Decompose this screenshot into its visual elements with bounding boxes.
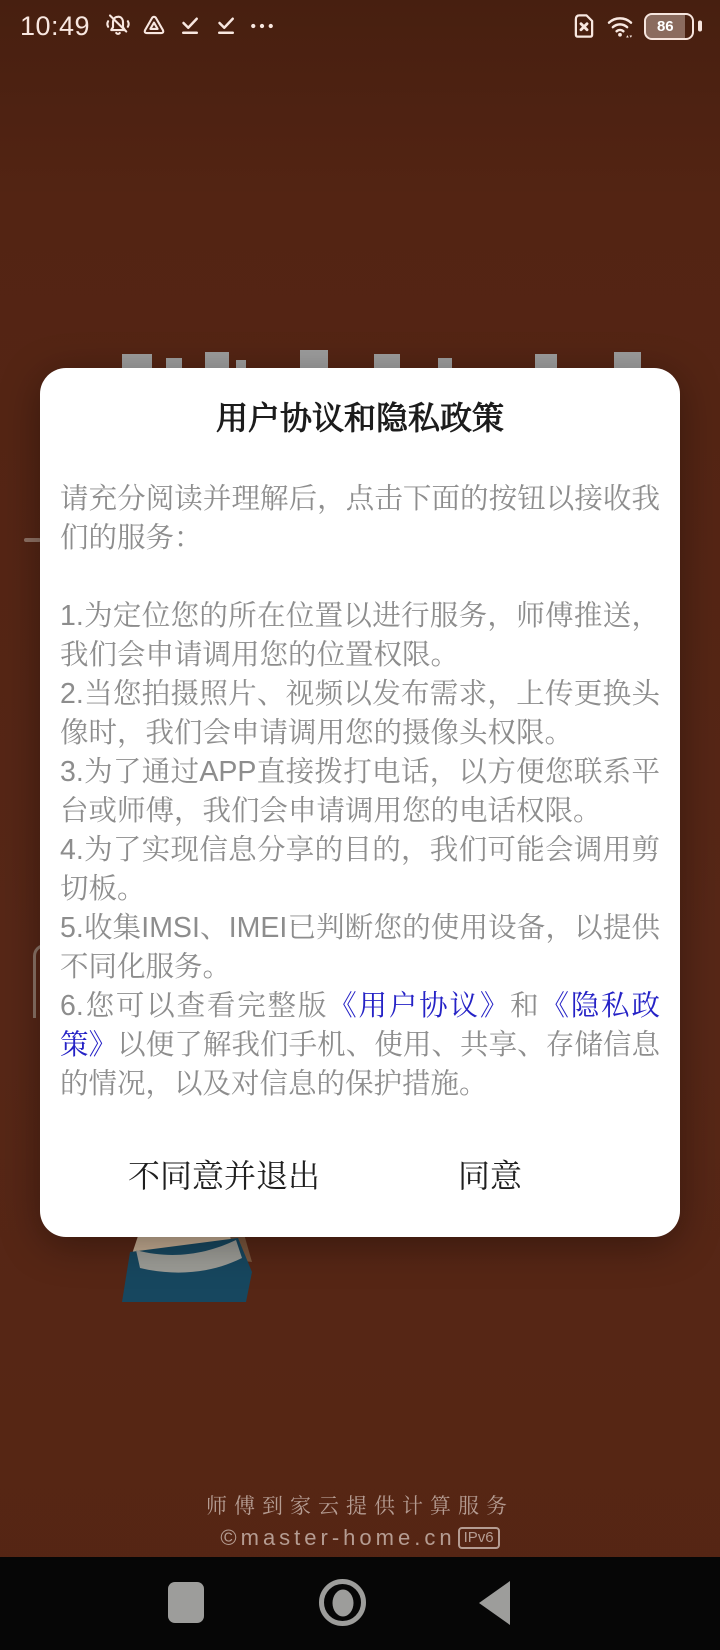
battery-percent-text: 86 [656, 17, 674, 35]
splash-dash-remnant [24, 538, 41, 542]
status-bar [0, 0, 720, 52]
dialog-title: 用户协议和隐私政策 [215, 400, 504, 436]
policy-item-5: 5.收集IMSI、IMEI已判断您的使用设备，以提供不同化服务。 [60, 912, 660, 983]
policy-item-6 [60, 987, 660, 1104]
splash-illustration [112, 1228, 297, 1312]
clock-text: 10:49 [20, 10, 91, 41]
policy-item-4: 4.为了实现信息分享的目的，我们可能会调用剪切板。 [60, 834, 660, 905]
cloud-provider-text: 师傅到家云提供计算服务 [206, 1495, 514, 1518]
download-done-icon [211, 11, 241, 41]
home-icon[interactable] [319, 1579, 366, 1626]
sim-missing-icon [569, 11, 599, 41]
copyright-text: ©master-home.cn [220, 1525, 456, 1550]
android-nav-bar [0, 1557, 720, 1650]
download-done-icon [175, 11, 205, 41]
triangle-badge-icon [139, 11, 169, 41]
ipv6-badge: IPv6 [458, 1527, 500, 1549]
battery-icon [638, 13, 694, 40]
mute-vibrate-icon [103, 11, 133, 41]
dialog-button-row [40, 1151, 680, 1197]
policy-item-1: 1.为定位您的所在位置以进行服务，师傅推送，我们会申请调用您的位置权限。 [60, 600, 660, 671]
back-icon[interactable] [479, 1581, 510, 1625]
agree-button[interactable]: 同意 [458, 1151, 522, 1197]
privacy-policy-dialog [40, 368, 680, 1237]
item6-suffix: 以便了解我们手机、使用、共享、存储信息的情况，以及对信息的保护措施。 [60, 1029, 660, 1100]
recents-icon[interactable] [168, 1582, 204, 1623]
user-agreement-link[interactable]: 《用户协议》 [328, 990, 511, 1022]
disagree-exit-button[interactable]: 不同意并退出 [128, 1151, 320, 1197]
item6-prefix: 6.您可以查看完整版 [60, 990, 329, 1022]
intro-text: 请充分阅读并理解后，点击下面的按钮以接收我们的服务： [60, 483, 660, 554]
footer [0, 1492, 720, 1554]
item6-conjunction: 和 [510, 990, 541, 1022]
policy-item-2: 2.当您拍摄照片、视频以发布需求，上传更换头像时，我们会申请调用您的摄像头权限。 [60, 678, 660, 749]
privacy-policy-link[interactable]: 《隐私政策》 [60, 990, 660, 1061]
dialog-body [58, 480, 662, 1104]
wifi-icon [605, 11, 635, 41]
policy-item-3: 3.为了通过APP直接拨打电话，以方便您联系平台或师傅，我们会申请调用您的电话权限。 [60, 756, 660, 827]
more-notifications-icon [247, 11, 277, 41]
